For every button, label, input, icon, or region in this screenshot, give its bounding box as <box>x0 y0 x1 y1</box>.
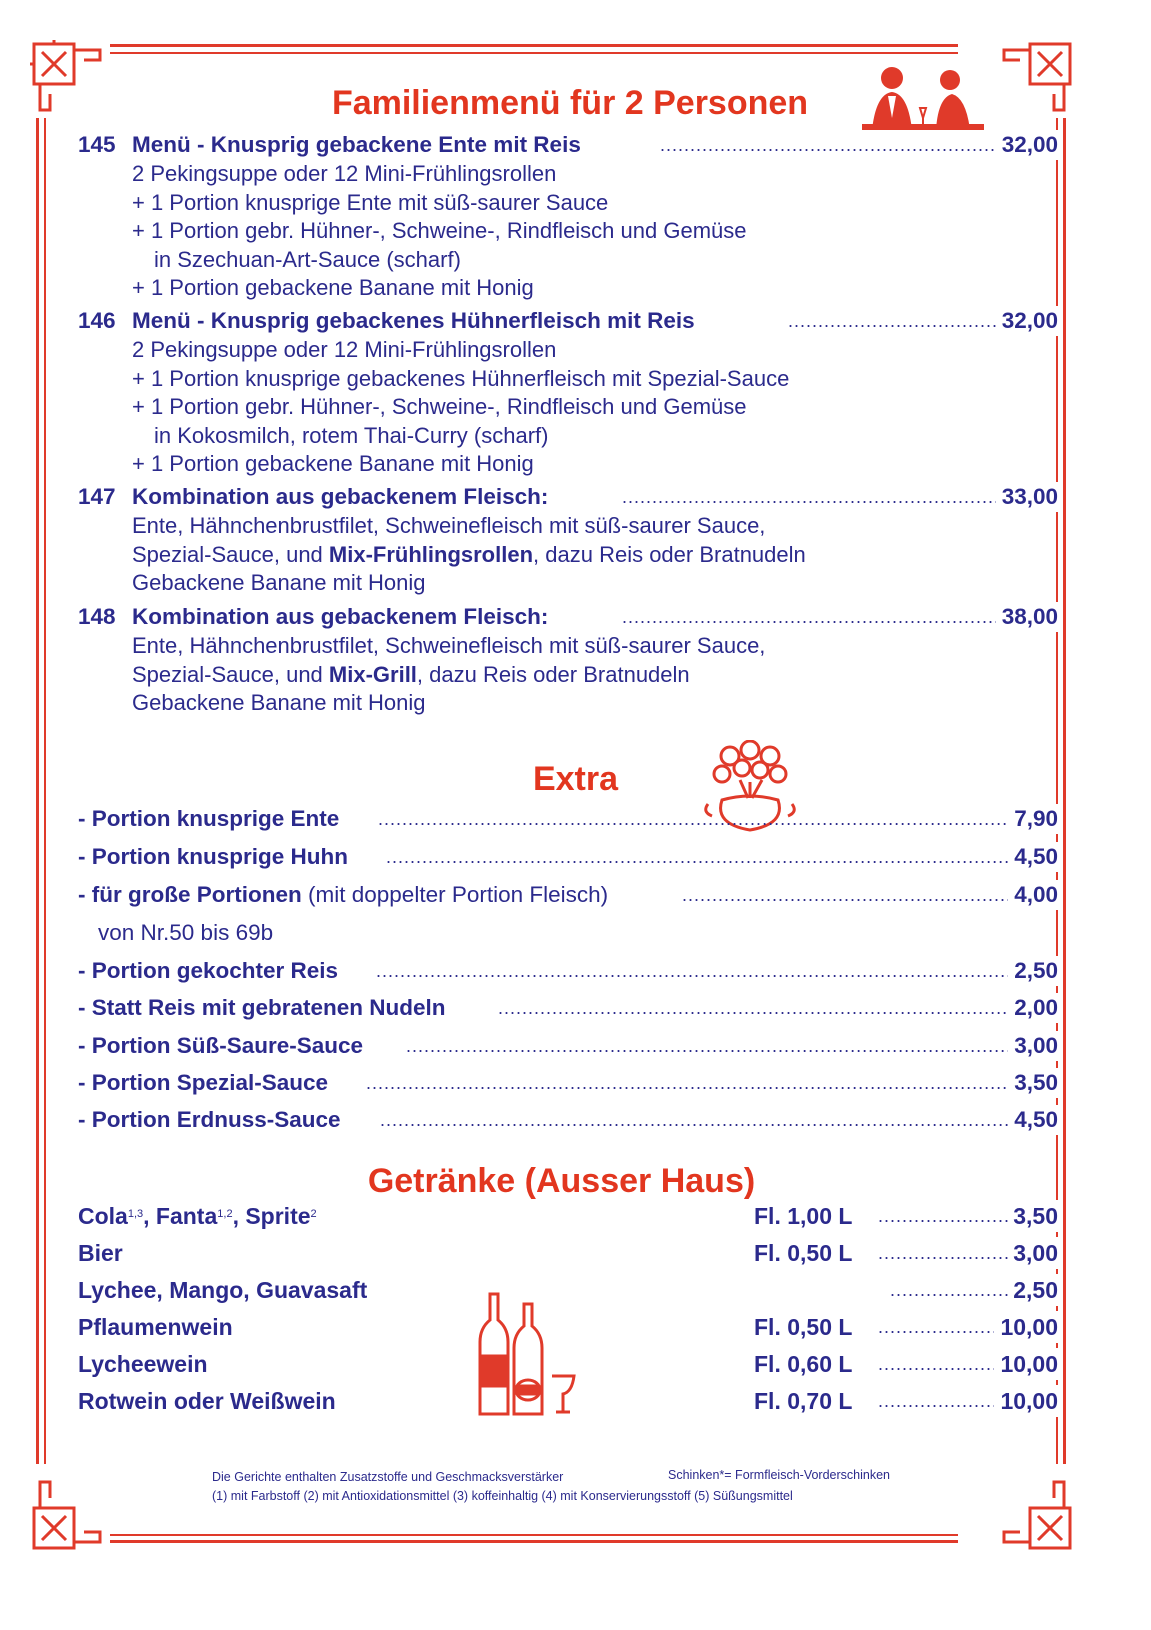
description-line: + 1 Portion knusprige gebackenes Hühnerfleisch mit Spezial-Sauce <box>132 365 790 391</box>
extra-item <box>78 1105 1058 1135</box>
extra-price: 2,50 <box>1014 956 1058 986</box>
extra-range-note <box>98 918 1078 948</box>
dot-leader <box>380 1105 1008 1135</box>
extra-price: 2,00 <box>1014 993 1058 1023</box>
drink-item <box>78 1200 1058 1232</box>
menu-145-description <box>132 160 747 303</box>
menu-147-description <box>132 512 806 598</box>
drink-label: Pflaumenwein <box>78 1314 233 1340</box>
dot-leader <box>878 1237 1008 1267</box>
extra-label: - Portion knusprige Huhn <box>78 844 348 869</box>
menu-item-148 <box>78 602 1058 632</box>
extra-item <box>78 842 1058 872</box>
menu-number: 145 <box>78 132 116 157</box>
menu-name: Menü - Knusprig gebackenes Hühnerfleisch mit Reis <box>132 308 695 333</box>
extra-label <box>78 880 608 910</box>
drink-price: 3,50 <box>1013 1200 1058 1232</box>
extra-item <box>78 880 1058 910</box>
extra-price: 3,50 <box>1014 1068 1058 1098</box>
menu-item-145 <box>78 130 1058 160</box>
extra-label: - Statt Reis mit gebratenen Nudeln <box>78 995 446 1020</box>
allergen-note: 1,3 <box>127 1208 144 1220</box>
description-line: 2 Pekingsuppe oder 12 Mini-Frühlingsrollen <box>132 161 557 186</box>
extra-title: Extra <box>532 760 619 798</box>
allergen-note: 1,2 <box>217 1208 233 1220</box>
description-line: in Kokosmilch, rotem Thai-Curry (scharf) <box>154 422 549 448</box>
description-text: Spezial-Sauce, und <box>132 541 329 567</box>
extra-price: 3,00 <box>1014 1031 1058 1061</box>
description-line: + 1 Portion gebackene Banane mit Honig <box>132 451 534 476</box>
range-note-text: von Nr.50 bis 69b <box>98 920 274 945</box>
footer-legend: (1) mit Farbstoff (2) mit Antioxidationsmittel (3) koffeinhaltig (4) mit Konservierungsstoff (5) Süßungsmittel <box>212 1489 793 1503</box>
description-line: Gebackene Banane mit Honig <box>132 690 426 715</box>
description-text: Spezial-Sauce, und <box>132 661 329 687</box>
extra-label: - Portion Erdnuss-Sauce <box>78 1107 341 1132</box>
dot-leader <box>406 1031 1008 1061</box>
drink-label: Rotwein oder Weißwein <box>78 1388 336 1414</box>
drink-volume: Fl. 0,50 L <box>754 1240 853 1266</box>
menu-item-146 <box>78 306 1058 336</box>
description-line: + 1 Portion gebr. Hühner-, Schweine-, Rindfleisch und Gemüse <box>132 218 747 243</box>
description-line: in Szechuan-Art-Sauce (scharf) <box>154 246 461 272</box>
dot-leader <box>386 842 1008 872</box>
extra-item <box>78 804 1058 834</box>
drink-item <box>78 1348 1058 1380</box>
drink-price: 3,00 <box>1013 1237 1058 1269</box>
description-line: Ente, Hähnchenbrustfilet, Schweinefleisch mit süß-saurer Sauce, <box>132 513 766 538</box>
menu-price: 33,00 <box>1002 482 1058 512</box>
footer-additives-note: Die Gerichte enthalten Zusatzstoffe und Geschmacksverstärker <box>212 1470 564 1484</box>
extra-label-text: - für große Portionen <box>78 882 302 907</box>
dot-leader <box>498 993 1008 1023</box>
description-line: Ente, Hähnchenbrustfilet, Schweinefleisch mit süß-saurer Sauce, <box>132 633 766 658</box>
menu-number: 148 <box>78 604 116 629</box>
menu-name: Kombination aus gebackenem Fleisch: <box>132 484 549 509</box>
dot-leader <box>878 1385 994 1415</box>
dot-leader <box>878 1348 994 1378</box>
menu-price: 38,00 <box>1002 602 1058 632</box>
extra-item <box>78 1068 1058 1098</box>
dot-leader <box>878 1311 994 1341</box>
corner-ornament-bottom-right <box>1000 1478 1074 1552</box>
extra-item <box>78 993 1058 1023</box>
dot-leader <box>682 880 1008 910</box>
dot-leader <box>890 1274 1008 1304</box>
drink-item <box>78 1385 1058 1417</box>
drink-name: Cola <box>78 1203 128 1229</box>
drink-price: 10,00 <box>1000 1385 1058 1417</box>
corner-ornament-bottom-left <box>30 1478 104 1552</box>
drink-label: Lychee, Mango, Guavasaft <box>78 1277 368 1303</box>
menu-name: Kombination aus gebackenem Fleisch: <box>132 604 549 629</box>
description-highlight: Mix-Frühlingsrollen <box>328 541 534 567</box>
description-line <box>132 541 806 570</box>
drink-label <box>78 1200 317 1232</box>
dot-leader <box>378 804 1008 834</box>
extra-price: 4,50 <box>1014 842 1058 872</box>
drink-item <box>78 1274 1058 1306</box>
drink-price: 2,50 <box>1013 1274 1058 1306</box>
extra-price: 4,00 <box>1014 880 1058 910</box>
drink-item <box>78 1311 1058 1343</box>
drink-name: , Sprite <box>232 1203 311 1229</box>
drink-price: 10,00 <box>1000 1348 1058 1380</box>
menu-146-description <box>132 336 789 479</box>
description-line: + 1 Portion knusprige Ente mit süß-saurer Sauce <box>132 189 609 215</box>
description-line: 2 Pekingsuppe oder 12 Mini-Frühlingsrollen <box>132 337 557 362</box>
menu-148-description <box>132 632 765 718</box>
extra-label: - Portion gekochter Reis <box>78 958 339 983</box>
allergen-note: 2 <box>310 1208 317 1220</box>
drink-label: Bier <box>78 1240 123 1266</box>
menu-number: 146 <box>78 308 116 333</box>
menu-name: Menü - Knusprig gebackene Ente mit Reis <box>132 132 581 157</box>
dot-leader <box>660 130 996 160</box>
description-line: + 1 Portion gebackene Banane mit Honig <box>132 275 534 300</box>
drink-volume: Fl. 0,60 L <box>754 1351 853 1377</box>
menu-price: 32,00 <box>1002 306 1058 336</box>
extra-label: - Portion knusprige Ente <box>78 806 340 831</box>
menu-number: 147 <box>78 484 116 509</box>
description-highlight: Mix-Grill <box>328 661 417 687</box>
menu-price: 32,00 <box>1002 130 1058 160</box>
drink-price: 10,00 <box>1000 1311 1058 1343</box>
dot-leader <box>622 602 996 632</box>
dot-leader <box>366 1068 1008 1098</box>
extra-price: 7,90 <box>1014 804 1058 834</box>
extra-note: (mit doppelter Portion Fleisch) <box>308 882 609 907</box>
dot-leader <box>376 956 1008 986</box>
extra-item <box>78 1031 1058 1061</box>
extra-price: 4,50 <box>1014 1105 1058 1135</box>
dining-couple-illustration <box>862 60 984 136</box>
extra-label: - Portion Spezial-Sauce <box>78 1070 329 1095</box>
drink-volume: Fl. 0,70 L <box>754 1388 853 1414</box>
description-line: Gebackene Banane mit Honig <box>132 570 426 595</box>
drink-label: Lycheewein <box>78 1351 208 1377</box>
description-text: , dazu Reis oder Bratnudeln <box>533 541 806 567</box>
drink-item <box>78 1237 1058 1269</box>
dot-leader <box>878 1200 1008 1230</box>
footer-ham-note: Schinken*= Formfleisch-Vorderschinken <box>668 1468 890 1482</box>
drink-name: , Fanta <box>143 1203 218 1229</box>
drink-volume: Fl. 0,50 L <box>754 1314 853 1340</box>
family-menu-title: Familienmenü für 2 Personen <box>331 84 809 122</box>
extra-item <box>78 956 1058 986</box>
dot-leader <box>622 482 996 512</box>
dot-leader <box>788 306 996 336</box>
extra-label: - Portion Süß-Saure-Sauce <box>78 1033 364 1058</box>
drink-volume: Fl. 1,00 L <box>754 1203 853 1229</box>
menu-item-147 <box>78 482 1058 512</box>
drinks-title: Getränke (Ausser Haus) <box>367 1162 756 1200</box>
description-line <box>132 661 765 690</box>
description-line: + 1 Portion gebr. Hühner-, Schweine-, Rindfleisch und Gemüse <box>132 394 747 419</box>
description-text: , dazu Reis oder Bratnudeln <box>416 661 690 687</box>
